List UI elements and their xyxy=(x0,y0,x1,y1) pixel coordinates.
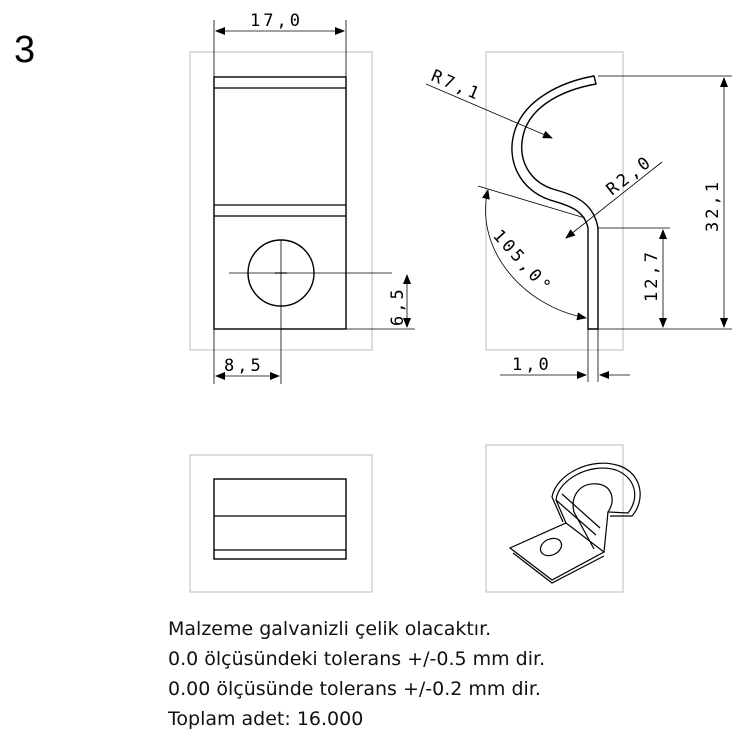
top-view-outline xyxy=(214,479,346,559)
top-view xyxy=(190,455,372,592)
isometric-view-frame xyxy=(486,445,623,592)
dimension-height-total: 32,1 xyxy=(703,179,723,232)
note-tolerance-one-decimal: 0.0 ölçüsündeki tolerans +/-0.5 mm dir. xyxy=(168,648,546,670)
page-number: 3 xyxy=(14,29,36,71)
dimension-radius-large: R7,1 xyxy=(428,66,485,106)
front-view-outline xyxy=(214,77,346,329)
dimension-hole-offset-y: 6,5 xyxy=(388,286,408,326)
dimension-width-overall: 17,0 xyxy=(250,11,303,31)
side-view xyxy=(426,52,732,382)
bracket-3d-model xyxy=(510,463,640,583)
isometric-view xyxy=(486,445,640,592)
top-view-frame xyxy=(190,455,372,592)
dimension-thickness: 1,0 xyxy=(512,355,552,375)
front-view xyxy=(190,11,415,384)
note-material: Malzeme galvanizli çelik olacaktır. xyxy=(168,618,492,640)
note-total-quantity: Toplam adet: 16.000 xyxy=(168,708,364,730)
dimension-radius-small: R2,0 xyxy=(602,151,657,200)
dimension-bend-angle: 105,0° xyxy=(488,225,557,299)
note-tolerance-two-decimal: 0.00 ölçüsünde tolerans +/-0.2 mm dir. xyxy=(168,678,541,700)
notes-block xyxy=(168,614,545,734)
dimension-hole-offset-x: 8,5 xyxy=(224,356,264,376)
dimension-height-tab: 12,7 xyxy=(642,249,662,302)
bracket-profile xyxy=(512,76,598,329)
